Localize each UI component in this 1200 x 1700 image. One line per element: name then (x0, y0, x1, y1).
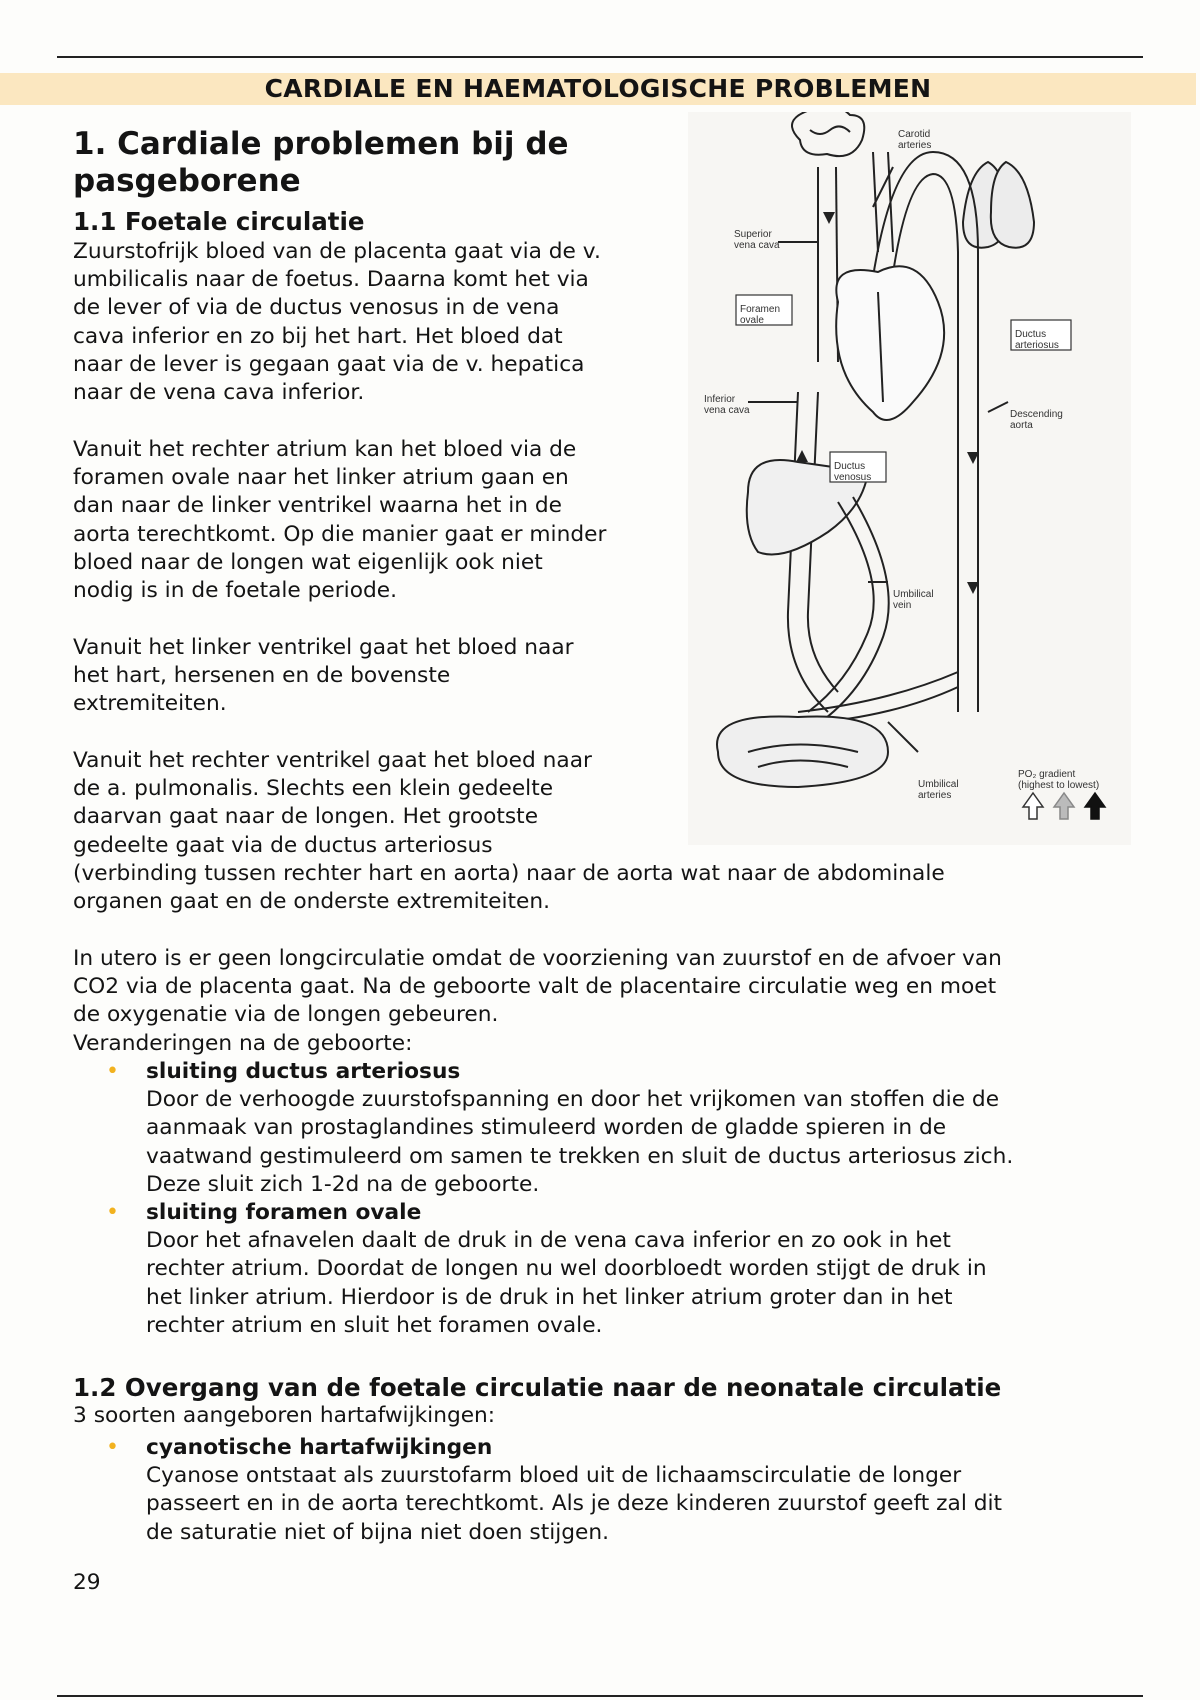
paragraph-2-block (73, 436, 606, 605)
subsection-1-2 (73, 1374, 1143, 1430)
subsection-title-1-1: 1.1 Foetale circulatie (73, 207, 365, 236)
label-carotid: Carotid arteries (898, 129, 932, 151)
label-umbilical-arteries: Umbilical arteries (918, 779, 959, 801)
section-title: 1. Cardiale problemen bij de pasgeborene (73, 126, 569, 199)
label-svc: Superior vena cava (734, 229, 780, 251)
subsection-intro: 3 soorten aangeboren hartafwijkingen: (73, 1403, 496, 1428)
po2-gradient-arrows (1023, 793, 1105, 819)
list-item (73, 1058, 1143, 1199)
label-ductus-arteriosus: Ductus arteriosus (1015, 329, 1059, 351)
list-item (73, 1434, 1143, 1547)
fetal-circulation-diagram (688, 112, 1131, 845)
paragraph-2: Vanuit het rechter atrium kan het bloed via de foramen ovale naar het linker atrium gaan en dan naar de linker ventrikel waarna het in de aorta terechtkomt. Op die manier gaat er minder bloed naar de longen wat eigenlijk ook niet nodig is in de foetale periode. (73, 437, 607, 604)
top-rule (57, 56, 1143, 58)
fetal-circulation-figure (688, 112, 1131, 845)
bullet-title: sluiting foramen ovale (146, 1200, 422, 1225)
paragraph-1: Zuurstofrijk bloed van de placenta gaat via de v. umbilicalis naar de foetus. Daarna komt het via de lever of via de ductus venosus in de vena cava inferior en zo bij het hart. Het bloed dat naar de lever is gegaan gaat via de v. hepatica naar de vena cava inferior. (73, 239, 601, 406)
label-ivc: Inferior vena cava (704, 394, 750, 416)
placenta-shape (717, 716, 888, 787)
bullet-title: sluiting ductus arteriosus (146, 1059, 461, 1084)
paragraph-3: Vanuit het linker ventrikel gaat het bloed naar het hart, hersenen en de bovenste extremiteiten. (73, 635, 574, 717)
bottom-rule (57, 1695, 1143, 1697)
subsection-title-1-2: 1.2 Overgang van de foetale circulatie naar de neonatale circulatie (73, 1373, 1002, 1402)
bullet-dot: • (106, 1059, 119, 1084)
chapter-banner: CARDIALE EN HAEMATOLOGISCHE PROBLEMEN (0, 73, 1196, 105)
label-umbilical-vein: Umbilical vein (893, 589, 934, 611)
paragraph-5-block (73, 945, 1002, 1058)
bullet-text: Door de verhoogde zuurstofspanning en door het vrijkomen van stoffen die de aanmaak van prostaglandines stimuleerd worden de gladde spieren in de vaatwand gestimuleerd om samen te trekken en sluit de ductus arteriosus zich. Deze sluit zich 1-2d na de geboorte. (146, 1087, 1014, 1197)
bullet-text: Cyanose ontstaat als zuurstofarm bloed uit de lichaamscirculatie de longer passeert en in de aorta terechtkomt. Als je deze kinderen zuurstof geeft zal dit de saturatie niet of bijna niet doen stijgen. (146, 1463, 1003, 1545)
bullet-dot: • (106, 1435, 119, 1460)
bullet-text: Door het afnavelen daalt de druk in de vena cava inferior en zo ook in het rechter atrium. Doordat de longen nu wel doorbloedt worden stijgt de druk in het linker atrium. Hierdoor is de druk in het linker atrium groter dan in het rechter atrium en sluit het foramen ovale. (146, 1228, 987, 1338)
label-ductus-venosus: Ductus venosus (834, 461, 872, 483)
list-item (73, 1199, 1143, 1340)
section-heading (73, 126, 673, 200)
subsection-1-1 (73, 208, 693, 407)
bullet-title: cyanotische hartafwijkingen (146, 1435, 493, 1460)
label-po2-gradient: PO₂ gradient (highest to lowest) (1018, 769, 1100, 791)
paragraph-5: In utero is er geen longcirculatie omdat de voorziening van zuurstof en de afvoer van CO2 via de placenta gaat. Na de geboorte valt de placentaire circulatie weg en moet de oxygenatie via de longen gebeuren. Veranderingen na de geboorte: (73, 946, 1002, 1056)
paragraph-3-block (73, 634, 574, 719)
label-foramen-ovale: Foramen ovale (740, 304, 781, 326)
label-descending-aorta: Descending aorta (1010, 409, 1063, 431)
paragraph-4: Vanuit het rechter ventrikel gaat het bloed naar de a. pulmonalis. Slechts een klein gedeelte daarvan gaat naar de longen. Het grootste gedeelte gaat via de ductus arteriosus (verbinding tussen rechter hart en aorta) naar de aorta wat naar de abdominale organen gaat en de onderste extremiteiten. (73, 748, 945, 915)
page-number: 29 (73, 1570, 101, 1595)
bullet-dot: • (106, 1200, 119, 1225)
